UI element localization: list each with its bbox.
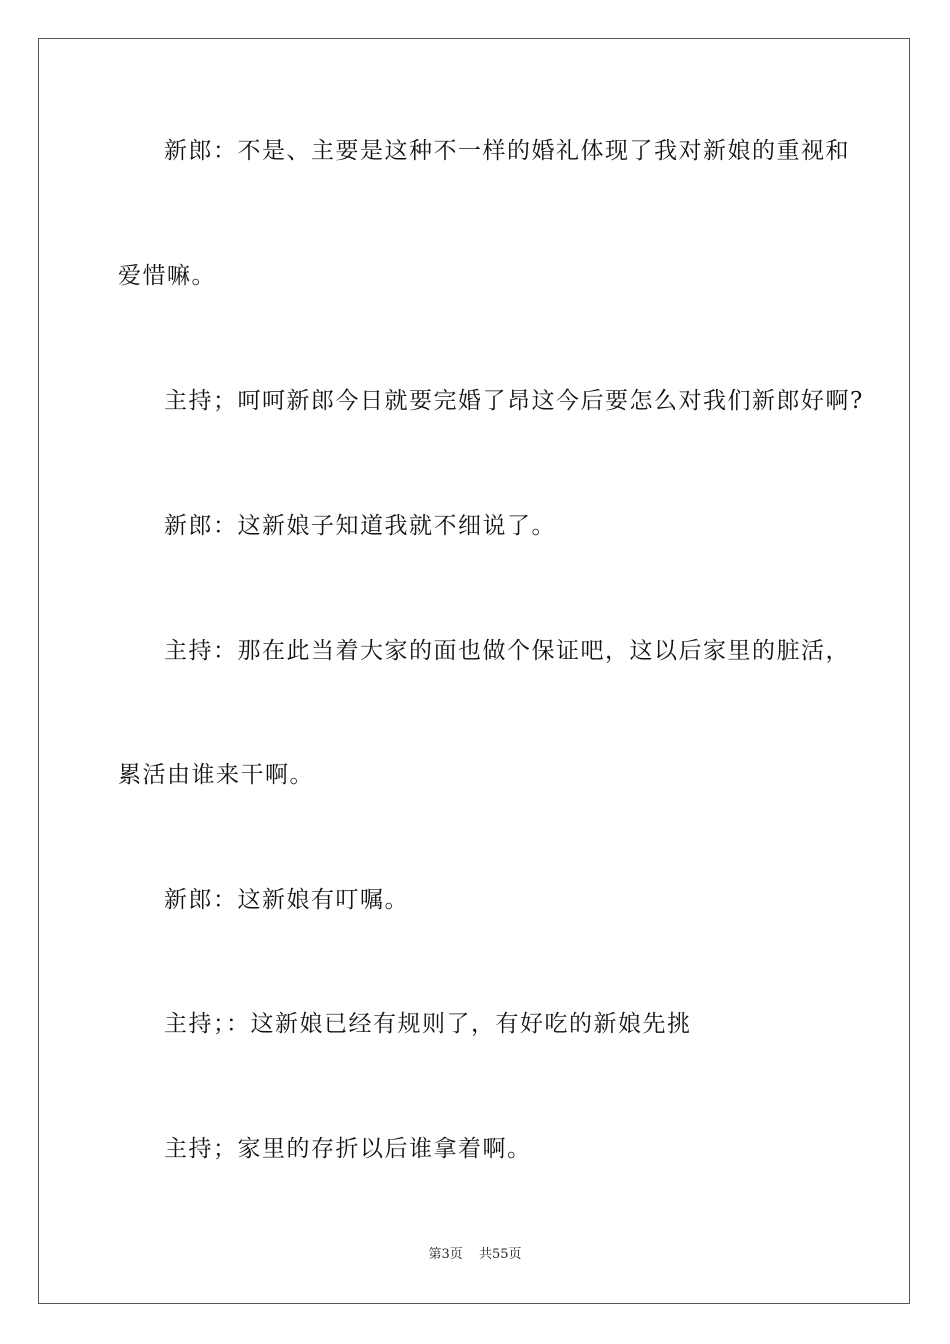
paragraph-6: 累活由谁来干啊。 <box>118 762 314 788</box>
paragraph-8: 主持；：这新娘已经有规则了，有好吃的新娘先挑 <box>164 1011 692 1037</box>
page-total: 共55页 <box>478 1247 522 1262</box>
page-number: 第3页 <box>428 1247 463 1262</box>
paragraph-7: 新郎：这新娘有叮嘱。 <box>164 887 409 913</box>
page-footer <box>0 1247 950 1263</box>
paragraph-2: 爱惜嘛。 <box>118 263 216 289</box>
paragraph-9: 主持；家里的存折以后谁拿着啊。 <box>164 1136 532 1162</box>
page-border <box>38 38 910 1304</box>
paragraph-1: 新郎：不是、主要是这种不一样的婚礼体现了我对新娘的重视和 <box>164 138 850 164</box>
paragraph-4: 新郎：这新娘子知道我就不细说了。 <box>164 513 556 539</box>
paragraph-3: 主持；呵呵新郎今日就要完婚了昂这今后要怎么对我们新郎好啊? <box>164 388 864 414</box>
paragraph-5: 主持：那在此当着大家的面也做个保证吧，这以后家里的脏活， <box>164 638 850 664</box>
